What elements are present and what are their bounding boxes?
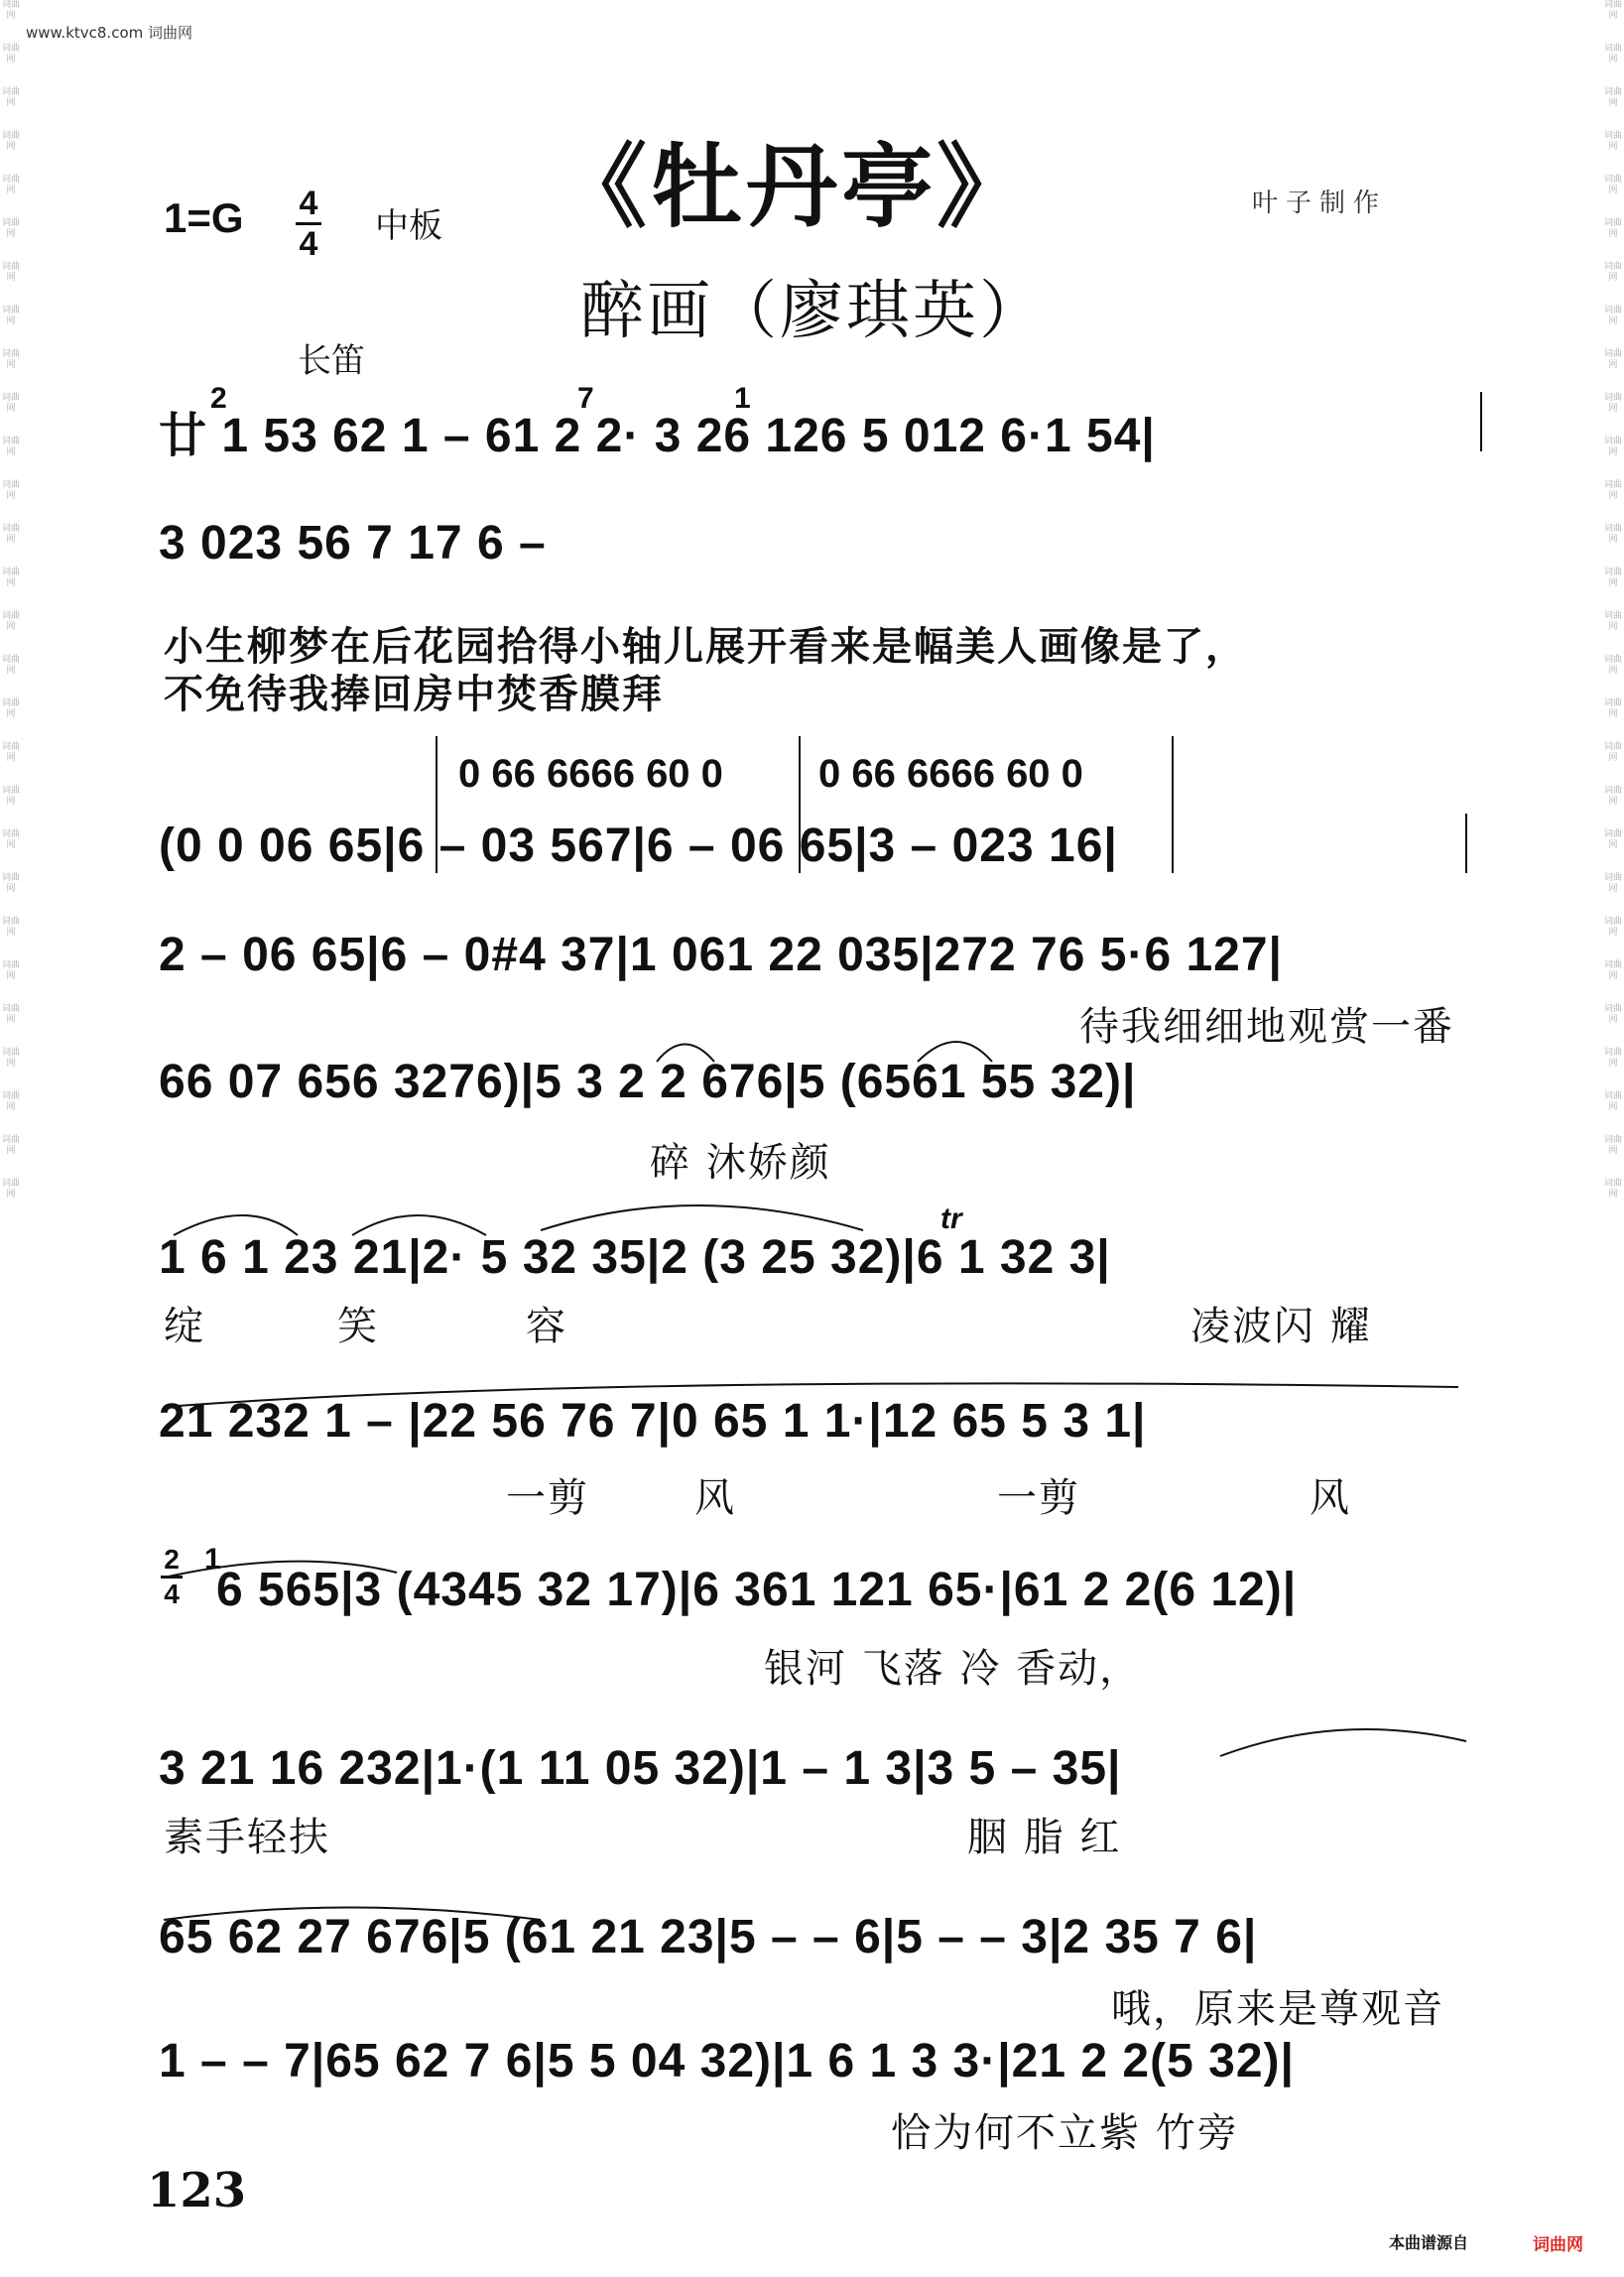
watermark-text: 词曲网 bbox=[1, 655, 20, 676]
time-signature-top: 4 bbox=[299, 185, 318, 222]
watermark-text: 词曲网 bbox=[1603, 480, 1622, 501]
score-row-4: 2 – 06 65|6 – 0#4 37|1 061 22 035|272 76 5·6 127| bbox=[159, 929, 1283, 981]
lyric-row-9: 胭 脂 红 bbox=[967, 1815, 1122, 1860]
watermark-text: 词曲网 bbox=[1603, 1135, 1622, 1156]
watermark-text: 词曲网 bbox=[1603, 1004, 1622, 1025]
watermark-text: 词曲网 bbox=[1603, 655, 1622, 676]
watermark-text: 词曲网 bbox=[1603, 437, 1622, 457]
watermark-text: 词曲网 bbox=[1, 175, 20, 195]
watermark-text: 词曲网 bbox=[1, 44, 20, 64]
lyric-row-6: 凌波闪 耀 bbox=[1190, 1304, 1372, 1349]
watermark-text: 词曲网 bbox=[1603, 1048, 1622, 1069]
page-number: 123 bbox=[147, 2163, 247, 2218]
watermark-text: 词曲网 bbox=[1603, 698, 1622, 719]
song-subtitle: 醉画（廖琪英） bbox=[580, 275, 1046, 348]
watermark-text: 词曲网 bbox=[1603, 1091, 1622, 1112]
watermark-text: 词曲网 bbox=[1, 873, 20, 894]
watermark-text: 词曲网 bbox=[1, 1179, 20, 1200]
watermark-text: 词曲网 bbox=[1, 960, 20, 981]
tempo-marking: 中板 bbox=[375, 206, 442, 246]
watermark-text: 词曲网 bbox=[1, 1048, 20, 1069]
watermark-text: 词曲网 bbox=[1603, 742, 1622, 763]
watermark-text: 词曲网 bbox=[1, 1091, 20, 1112]
watermark-text: 词曲网 bbox=[1603, 131, 1622, 152]
watermark-text: 词曲网 bbox=[1, 829, 20, 850]
watermark-text: 词曲网 bbox=[1, 917, 20, 938]
watermark-text: 词曲网 bbox=[1, 349, 20, 370]
watermark-text: 词曲网 bbox=[1, 1135, 20, 1156]
score-row-11: 1 – – 7|65 62 7 6|5 5 04 32)|1 6 1 3 3·|21 2 2(5 32)| bbox=[159, 2035, 1295, 2087]
narration-line-2: 不免待我捧回房中焚香膜拜 bbox=[164, 671, 664, 717]
lyric-row-7: 风 bbox=[694, 1475, 736, 1521]
key-signature: 1=G bbox=[164, 194, 244, 241]
lyric-row-6: 绽 bbox=[164, 1304, 205, 1349]
watermark-text: 词曲网 bbox=[1603, 44, 1622, 64]
watermark-text: 词曲网 bbox=[1, 131, 20, 152]
watermark-text: 词曲网 bbox=[1, 742, 20, 763]
watermark-text: 词曲网 bbox=[1603, 175, 1622, 195]
grace-note: 2 bbox=[210, 382, 227, 415]
watermark-text: 词曲网 bbox=[1603, 568, 1622, 588]
upper-voice-1: 0 66 6666 60 0 bbox=[458, 752, 723, 796]
score-row-7: 21 232 1 – |22 56 76 7|0 65 1 1·|12 65 5 3 1| bbox=[159, 1395, 1147, 1448]
watermark-text: 词曲网 bbox=[1, 698, 20, 719]
upper-voice-2: 0 66 6666 60 0 bbox=[818, 752, 1083, 796]
page-title: 《牡丹亭》 bbox=[556, 133, 1033, 240]
time-signature-bottom: 4 bbox=[299, 225, 318, 263]
lyric-row-8: 银河 飞落 冷 香动， bbox=[764, 1646, 1142, 1692]
watermark-text: 词曲网 bbox=[1, 218, 20, 239]
watermark-text: 词曲网 bbox=[1, 393, 20, 414]
instrument-label: 长笛 bbox=[298, 341, 365, 381]
trill-ornament: tr bbox=[940, 1202, 962, 1235]
score-row-6: 1 6 1 23 21|2· 5 32 35|2 (3 25 32)|6 1 32 3| bbox=[159, 1231, 1111, 1284]
watermark-text: 词曲网 bbox=[1, 480, 20, 501]
watermark-text: 词曲网 bbox=[1603, 611, 1622, 632]
lyric-row-6: 容 bbox=[526, 1304, 567, 1349]
watermark-text: 词曲网 bbox=[1, 87, 20, 108]
watermark-text: 词曲网 bbox=[1, 786, 20, 807]
lyric-row-10: 哦，原来是尊观音 bbox=[1111, 1986, 1444, 2032]
lyric-row-7: 一剪 bbox=[506, 1475, 589, 1521]
watermark-text: 词曲网 bbox=[1603, 393, 1622, 414]
watermark-text: 词曲网 bbox=[1, 306, 20, 326]
grace-note: 1 bbox=[204, 1543, 221, 1576]
score-row-5: 66 07 656 3276)|5 3 2 2 676|5 (6561 55 32)| bbox=[159, 1056, 1137, 1108]
grace-note: 1 bbox=[734, 382, 751, 415]
watermark-text: 词曲网 bbox=[1603, 306, 1622, 326]
watermark-text: 词曲网 bbox=[1, 262, 20, 283]
watermark-text: 词曲网 bbox=[1603, 1179, 1622, 1200]
site-url[interactable]: www.ktvc8.com 词曲网 bbox=[26, 24, 193, 42]
watermark-text: 词曲网 bbox=[1603, 960, 1622, 981]
watermark-text: 词曲网 bbox=[1603, 524, 1622, 545]
score-row-10: 65 62 27 676|5 (61 21 23|5 – – 6|5 – – 3|2 35 7 6| bbox=[159, 1911, 1258, 1963]
score-row-3: (0 0 06 65|6 – 03 567|6 – 06 65|3 – 023 16| bbox=[159, 820, 1118, 872]
brand-link[interactable]: 词曲网 bbox=[1533, 2235, 1583, 2255]
grace-note: 7 bbox=[577, 382, 594, 415]
source-text: 本曲谱源自 bbox=[1389, 2233, 1469, 2252]
maker-credit: 叶子制作 bbox=[1252, 189, 1388, 218]
score-row-2: 3 023 56 7 17 6 – bbox=[159, 517, 547, 569]
lyric-row-7: 一剪 bbox=[997, 1475, 1080, 1521]
watermark-text: 词曲网 bbox=[1603, 917, 1622, 938]
watermark-text: 词曲网 bbox=[1603, 262, 1622, 283]
watermark-text: 词曲网 bbox=[1, 1004, 20, 1025]
time-top: 2 bbox=[164, 1544, 180, 1575]
lyric-row-5: 碎 沐娇颜 bbox=[650, 1140, 831, 1186]
watermark-text: 词曲网 bbox=[1603, 349, 1622, 370]
watermark-text: 词曲网 bbox=[1, 568, 20, 588]
watermark-text: 词曲网 bbox=[1603, 873, 1622, 894]
lyric-row-4: 待我细细地观赏一番 bbox=[1079, 1004, 1454, 1050]
watermark-text: 词曲网 bbox=[1, 611, 20, 632]
watermark-text: 词曲网 bbox=[1, 524, 20, 545]
watermark-text: 词曲网 bbox=[1, 0, 20, 21]
watermark-text: 词曲网 bbox=[1603, 786, 1622, 807]
score-row-1: 廿 1 53 62 1 – 61 2 2· 3 26 126 5 012 6·1 54| bbox=[159, 410, 1156, 462]
narration-line-1: 小生柳梦在后花园拾得小轴儿展开看来是幅美人画像是了， bbox=[164, 623, 1247, 670]
lyric-row-6: 笑 bbox=[337, 1304, 379, 1349]
score-row-9: 3 21 16 232|1·(1 11 05 32)|1 – 1 3|3 5 – 35| bbox=[159, 1742, 1122, 1795]
time-bottom: 4 bbox=[164, 1579, 180, 1609]
score-row-8: 6 565|3 (4345 32 17)|6 361 121 65·|61 2 2(6 12)| bbox=[216, 1564, 1298, 1616]
watermark-text: 词曲网 bbox=[1603, 829, 1622, 850]
lyric-row-7: 风 bbox=[1310, 1475, 1351, 1521]
watermark-text: 词曲网 bbox=[1603, 218, 1622, 239]
watermark-text: 词曲网 bbox=[1603, 87, 1622, 108]
watermark-text: 词曲网 bbox=[1603, 0, 1622, 21]
watermark-text: 词曲网 bbox=[1, 437, 20, 457]
lyric-row-9: 素手轻扶 bbox=[164, 1815, 330, 1860]
lyric-row-11: 恰为何不立紫 竹旁 bbox=[891, 2110, 1239, 2156]
